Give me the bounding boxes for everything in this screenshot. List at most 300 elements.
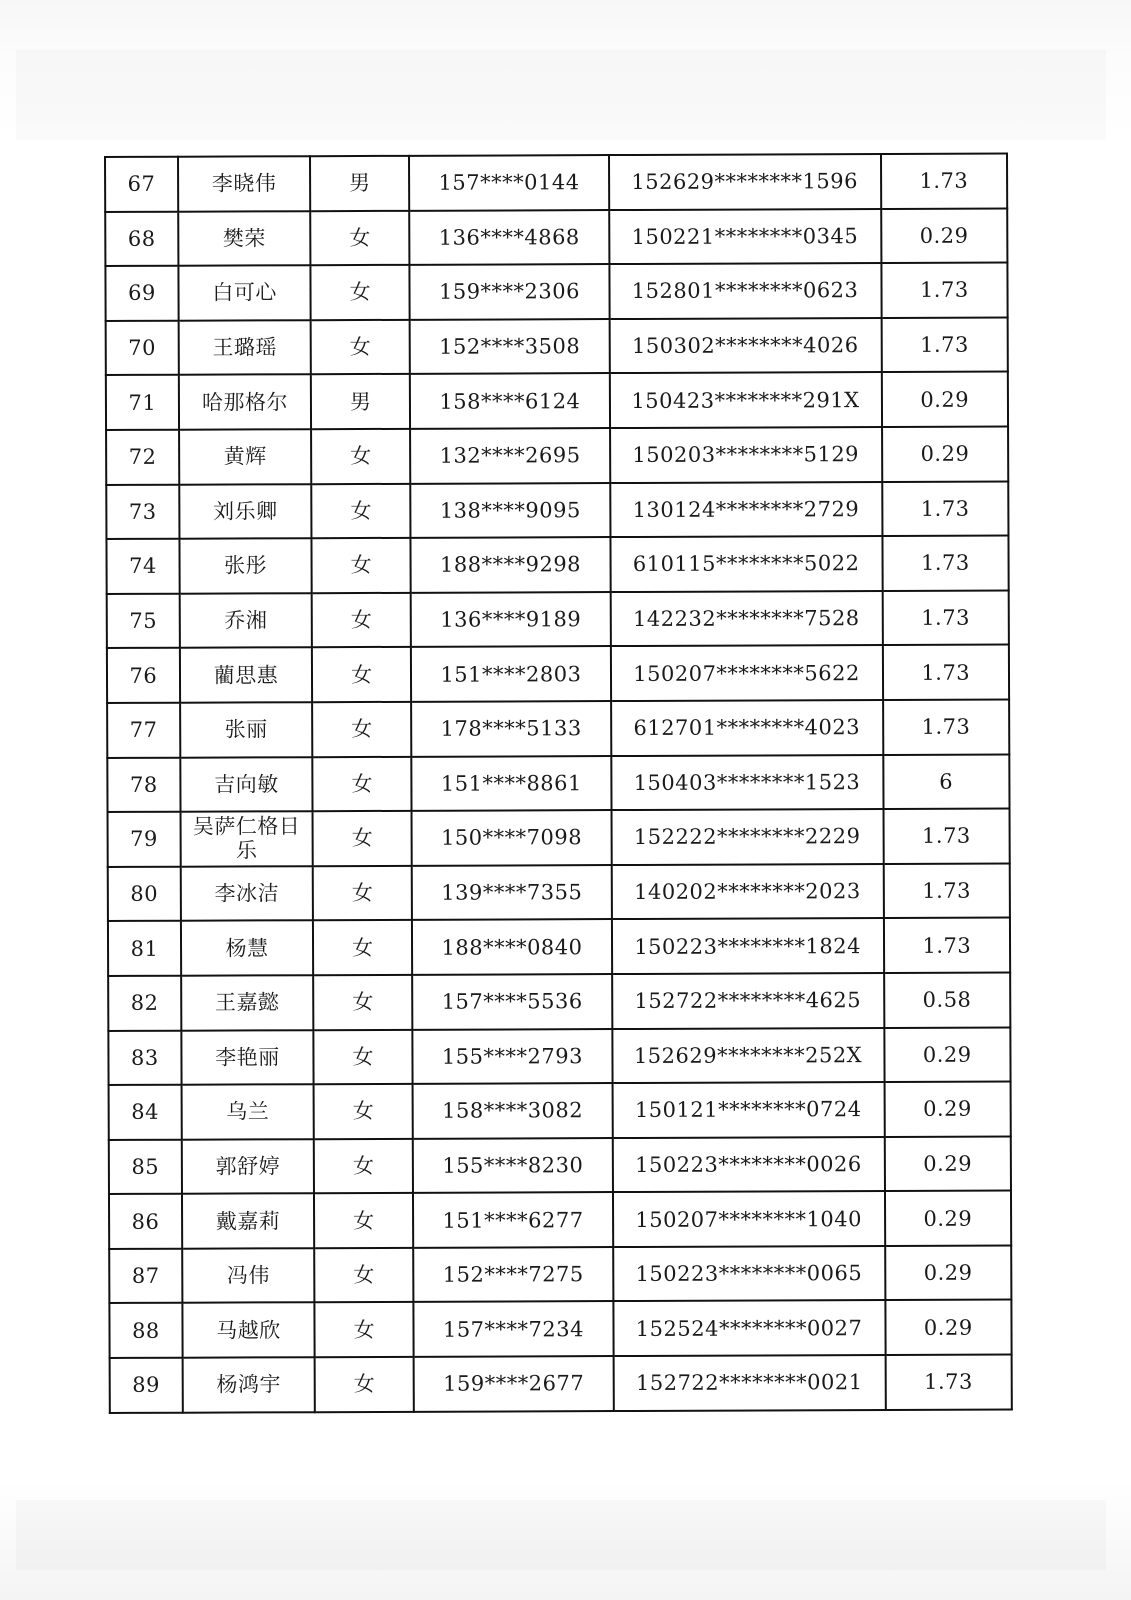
gender-cell-text: 女 <box>349 280 372 305</box>
phone-cell <box>410 373 609 428</box>
phone-cell-text: 136****4868 <box>438 225 580 250</box>
phone-cell <box>412 974 611 1029</box>
value-cell-text: 1.73 <box>922 933 972 958</box>
row-number-cell-text: 84 <box>131 1100 159 1125</box>
gender-cell <box>310 156 409 211</box>
id-number-cell <box>612 1137 884 1193</box>
phone-cell <box>410 264 609 319</box>
id-number-cell-text: 150203********5129 <box>632 442 860 468</box>
name-cell-text: 乌兰 <box>226 1099 270 1124</box>
name-cell-text: 吴萨仁格日乐 <box>192 814 301 863</box>
name-cell <box>180 648 313 703</box>
id-number-cell <box>613 1300 885 1356</box>
name-cell-text: 李冰洁 <box>214 881 280 906</box>
phone-cell-text: 138****9095 <box>439 498 581 523</box>
id-number-cell-text: 150223********0026 <box>635 1152 862 1177</box>
phone-cell-text: 188****0840 <box>441 934 583 960</box>
value-cell <box>883 918 1010 973</box>
row-number-cell-text: 83 <box>130 1045 159 1070</box>
gender-cell-text: 女 <box>349 225 371 250</box>
name-cell-text: 马越欣 <box>216 1318 281 1343</box>
name-cell-text: 樊荣 <box>222 226 266 251</box>
table-row <box>108 1027 1010 1085</box>
table-row <box>105 154 1007 212</box>
row-number-cell <box>106 375 179 430</box>
id-number-cell <box>613 1246 885 1302</box>
table-row <box>109 1191 1011 1249</box>
value-cell-text: 0.29 <box>922 1042 972 1067</box>
row-number-cell <box>107 648 180 703</box>
gender-cell-text: 女 <box>353 1372 376 1397</box>
phone-cell <box>411 701 610 756</box>
table-row <box>108 809 1010 867</box>
table-row <box>105 208 1007 266</box>
phone-cell <box>413 1083 612 1138</box>
value-cell <box>881 263 1008 318</box>
name-cell <box>181 975 314 1030</box>
id-number-cell <box>612 1028 884 1084</box>
phone-cell <box>410 210 609 265</box>
id-number-cell <box>609 263 881 319</box>
phone-cell-text: 132****2695 <box>439 443 581 468</box>
value-cell <box>882 536 1009 591</box>
row-number-cell-text: 75 <box>129 608 158 633</box>
table-row <box>109 1300 1011 1358</box>
name-cell <box>180 702 313 757</box>
table-row <box>105 263 1007 321</box>
phone-cell <box>410 319 609 374</box>
row-number-cell-text: 85 <box>131 1154 160 1179</box>
gender-cell-text: 女 <box>353 1317 376 1342</box>
phone-cell-text: 151****2803 <box>440 661 582 687</box>
row-number-cell-text: 89 <box>132 1373 161 1398</box>
row-number-cell <box>108 866 181 921</box>
row-number-cell-text: 86 <box>131 1209 160 1234</box>
id-number-cell-text: 152801********0623 <box>631 278 859 304</box>
gender-cell-text: 女 <box>349 335 372 360</box>
name-cell <box>180 757 313 812</box>
gender-cell <box>315 1357 414 1412</box>
name-cell <box>182 1193 315 1248</box>
row-number-cell <box>106 539 179 594</box>
name-cell-text: 戴嘉莉 <box>215 1208 281 1234</box>
gender-cell <box>311 429 410 484</box>
table-row <box>107 590 1009 648</box>
gender-cell-text: 女 <box>351 880 374 906</box>
phone-cell-text: 158****3082 <box>442 1098 584 1124</box>
gender-cell <box>313 756 412 811</box>
gender-cell-text: 女 <box>350 498 372 523</box>
value-cell <box>884 972 1011 1027</box>
id-number-cell <box>611 755 883 811</box>
value-cell-text: 1.73 <box>919 278 969 303</box>
row-number-cell <box>109 1303 182 1358</box>
table-row <box>106 426 1008 484</box>
id-number-cell-text: 150423********291X <box>631 387 860 413</box>
value-cell <box>883 699 1010 754</box>
gender-cell-text: 女 <box>352 1153 375 1179</box>
name-cell <box>182 1139 315 1194</box>
id-number-cell-text: 152722********0021 <box>635 1370 863 1396</box>
gender-cell-text: 女 <box>352 1044 375 1069</box>
row-number-cell-text: 87 <box>131 1263 160 1289</box>
id-number-cell-text: 150223********1824 <box>634 933 861 959</box>
value-cell-text: 6 <box>939 769 954 794</box>
value-cell <box>882 426 1009 481</box>
value-cell-text: 0.29 <box>923 1315 973 1340</box>
gender-cell-text: 女 <box>353 1208 375 1233</box>
id-number-cell <box>609 372 881 428</box>
name-cell <box>179 593 312 648</box>
gender-cell <box>314 1248 413 1303</box>
row-number-cell <box>105 266 178 321</box>
value-cell-text: 1.73 <box>920 496 970 521</box>
row-number-cell <box>105 211 178 266</box>
name-cell-text: 李晓伟 <box>211 171 277 196</box>
value-cell <box>882 590 1009 645</box>
value-cell-text: 1.73 <box>921 714 971 740</box>
table-row <box>106 481 1008 539</box>
value-cell <box>885 1300 1012 1355</box>
name-cell <box>182 1248 315 1303</box>
value-cell <box>883 754 1010 809</box>
value-cell-text: 1.73 <box>922 878 972 903</box>
name-cell <box>178 265 311 320</box>
table-row <box>108 918 1010 976</box>
roster-table <box>104 153 1013 1414</box>
row-number-cell <box>108 976 181 1031</box>
phone-cell <box>412 810 611 865</box>
phone-cell-text: 178****5133 <box>440 716 582 741</box>
gender-cell-text: 女 <box>350 662 373 687</box>
gender-cell-text: 女 <box>351 826 374 851</box>
table-row <box>106 536 1008 594</box>
id-number-cell-text: 152222********2229 <box>633 824 861 850</box>
id-number-cell <box>611 918 883 974</box>
value-cell <box>885 1245 1012 1300</box>
gender-cell <box>313 866 412 921</box>
row-number-cell-text: 80 <box>130 881 159 906</box>
name-cell-text: 藺思惠 <box>213 662 279 688</box>
name-cell-text: 杨慧 <box>225 935 269 961</box>
id-number-cell-text: 152722********4625 <box>634 988 862 1014</box>
name-cell <box>181 1084 314 1139</box>
gender-cell <box>314 1084 413 1139</box>
id-number-cell-text: 130124********2729 <box>632 496 860 522</box>
table-row <box>106 372 1008 430</box>
name-cell-text: 郭舒婷 <box>215 1154 281 1179</box>
row-number-cell <box>109 1139 182 1194</box>
row-number-cell-text: 67 <box>127 172 156 197</box>
phone-cell-text: 139****7355 <box>441 880 583 905</box>
name-cell-text: 王嘉懿 <box>214 990 280 1015</box>
value-cell-text: 0.29 <box>923 1151 973 1176</box>
phone-cell <box>414 1247 613 1302</box>
value-cell <box>884 1082 1011 1137</box>
gender-cell <box>311 320 410 375</box>
value-cell <box>885 1191 1012 1246</box>
id-number-cell-text: 140202********2023 <box>634 879 861 904</box>
id-number-cell <box>610 536 882 592</box>
gender-cell <box>313 811 412 866</box>
gender-cell-text: 女 <box>350 444 372 469</box>
name-cell-text: 吉向敏 <box>214 772 279 797</box>
row-number-cell <box>108 812 181 867</box>
gender-cell-text: 女 <box>352 935 374 960</box>
id-number-cell-text: 150403********1523 <box>633 769 861 795</box>
value-cell <box>882 481 1009 536</box>
name-cell-text: 李艳丽 <box>215 1045 280 1070</box>
phone-cell-text: 159****2306 <box>438 279 581 305</box>
phone-cell <box>413 1029 612 1084</box>
row-number-cell <box>109 1194 182 1249</box>
id-number-cell <box>611 809 883 865</box>
name-cell <box>179 429 312 484</box>
id-number-cell-text: 150207********5622 <box>633 660 860 686</box>
id-number-cell <box>613 1191 885 1247</box>
name-cell-text: 哈那格尔 <box>201 389 289 415</box>
value-cell <box>884 1027 1011 1082</box>
name-cell <box>181 921 314 976</box>
phone-cell-text: 150****7098 <box>440 825 583 851</box>
phone-cell-text: 157****0144 <box>438 170 580 196</box>
value-cell-text: 0.29 <box>923 1206 973 1231</box>
row-number-cell-text: 74 <box>129 554 157 579</box>
name-cell-text: 杨鸿宇 <box>216 1372 282 1397</box>
table-row <box>108 863 1010 921</box>
value-cell-text: 1.73 <box>921 660 971 685</box>
id-number-cell-text: 150207********1040 <box>635 1206 862 1232</box>
phone-cell <box>411 592 610 647</box>
id-number-cell <box>610 482 882 538</box>
row-number-cell <box>109 1085 182 1140</box>
scan-shadow-top <box>16 50 1106 140</box>
value-cell-text: 0.29 <box>920 441 970 467</box>
phone-cell <box>411 483 610 538</box>
name-cell <box>181 866 314 921</box>
value-cell <box>881 208 1008 263</box>
gender-cell-text: 女 <box>353 1263 375 1288</box>
row-number-cell <box>106 484 179 539</box>
table-row <box>109 1136 1011 1194</box>
phone-cell <box>411 537 610 592</box>
name-cell-text: 刘乐卿 <box>213 499 278 524</box>
row-number-cell-text: 82 <box>130 991 159 1016</box>
id-number-cell-text: 142232********7528 <box>632 606 860 632</box>
value-cell <box>883 863 1010 918</box>
value-cell-text: 1.73 <box>920 551 970 576</box>
id-number-cell-text: 150121********0724 <box>634 1097 862 1123</box>
phone-cell-text: 152****7275 <box>442 1262 584 1287</box>
value-cell-text: 1.73 <box>921 824 971 849</box>
row-number-cell-text: 77 <box>129 718 158 743</box>
name-cell <box>178 320 311 375</box>
table-row <box>106 317 1008 375</box>
value-cell-text: 0.29 <box>919 223 969 248</box>
gender-cell <box>310 210 409 265</box>
id-number-cell <box>613 1355 885 1411</box>
gender-cell <box>312 702 411 757</box>
gender-cell-text: 女 <box>352 1099 375 1124</box>
name-cell-text: 乔湘 <box>224 608 268 633</box>
row-number-cell-text: 69 <box>128 281 156 306</box>
gender-cell-text: 女 <box>350 608 373 633</box>
name-cell-text: 冯伟 <box>226 1263 270 1288</box>
gender-cell <box>313 920 412 975</box>
row-number-cell <box>108 921 181 976</box>
value-cell <box>883 809 1010 864</box>
phone-cell-text: 155****8230 <box>442 1153 584 1178</box>
row-number-cell <box>107 593 180 648</box>
id-number-cell <box>610 591 882 647</box>
name-cell <box>180 811 313 866</box>
gender-cell-text: 女 <box>351 771 374 796</box>
value-cell <box>881 317 1008 372</box>
value-cell-text: 1.73 <box>920 332 969 357</box>
gender-cell-text: 女 <box>350 553 373 578</box>
scan-shadow-bottom <box>16 1500 1106 1570</box>
gender-cell <box>312 483 411 538</box>
table-row <box>107 699 1009 757</box>
id-number-cell <box>609 209 881 265</box>
id-number-cell-text: 152524********0027 <box>635 1315 863 1341</box>
name-cell-text: 张丽 <box>224 717 268 742</box>
phone-cell-text: 188****9298 <box>439 552 582 578</box>
phone-cell-text: 151****8861 <box>440 770 582 796</box>
phone-cell-text: 155****2793 <box>441 1043 583 1069</box>
phone-cell-text: 157****5536 <box>441 989 583 1014</box>
table-row <box>107 754 1009 812</box>
gender-cell <box>312 593 411 648</box>
row-number-cell <box>109 1249 182 1304</box>
row-number-cell-text: 76 <box>129 663 158 688</box>
id-number-cell-text: 150223********0065 <box>635 1261 863 1287</box>
value-cell <box>882 645 1009 700</box>
id-number-cell-text: 150302********4026 <box>631 333 859 359</box>
table-row <box>108 972 1010 1030</box>
row-number-cell-text: 72 <box>128 445 157 470</box>
value-cell-text: 1.73 <box>924 1370 973 1395</box>
row-number-cell-text: 79 <box>130 827 158 852</box>
phone-cell <box>414 1356 613 1411</box>
gender-cell <box>314 1029 413 1084</box>
gender-cell <box>313 975 412 1030</box>
name-cell <box>178 156 311 211</box>
row-number-cell <box>107 757 180 812</box>
row-number-cell-text: 71 <box>128 390 157 415</box>
name-cell <box>182 1303 315 1358</box>
row-number-cell-text: 70 <box>128 335 157 360</box>
name-cell <box>182 1357 315 1412</box>
id-number-cell <box>610 427 882 483</box>
gender-cell-text: 女 <box>352 990 374 1015</box>
id-number-cell <box>612 973 884 1029</box>
phone-cell <box>413 1192 612 1247</box>
gender-cell <box>315 1302 414 1357</box>
row-number-cell-text: 88 <box>131 1318 160 1343</box>
gender-cell-text: 男 <box>349 171 371 196</box>
value-cell-text: 1.73 <box>919 168 969 194</box>
phone-cell <box>409 155 608 210</box>
id-number-cell-text: 612701********4023 <box>633 715 861 741</box>
id-number-cell <box>609 154 881 210</box>
phone-cell-text: 151****6277 <box>442 1207 584 1233</box>
value-cell-text: 1.73 <box>921 605 970 630</box>
table-row <box>107 645 1009 703</box>
name-cell <box>179 484 312 539</box>
name-cell <box>178 211 311 266</box>
row-number-cell-text: 81 <box>130 936 159 961</box>
row-number-cell <box>106 430 179 485</box>
id-number-cell <box>611 864 883 920</box>
name-cell-text: 张彤 <box>224 553 268 578</box>
row-number-cell <box>110 1358 183 1413</box>
gender-cell <box>311 374 410 429</box>
phone-cell-text: 158****6124 <box>439 388 581 414</box>
table-row <box>109 1082 1011 1140</box>
id-number-cell-text: 150221********0345 <box>631 223 859 249</box>
gender-cell <box>311 265 410 320</box>
gender-cell <box>314 1139 413 1194</box>
value-cell <box>884 1136 1011 1191</box>
value-cell <box>881 154 1008 209</box>
value-cell-text: 0.58 <box>922 987 972 1013</box>
gender-cell-text: 女 <box>351 717 373 742</box>
phone-cell-text: 159****2677 <box>443 1371 585 1397</box>
phone-cell <box>413 1138 612 1193</box>
name-cell <box>179 538 312 593</box>
name-cell-text: 黄辉 <box>223 444 267 469</box>
row-number-cell-text: 73 <box>128 499 157 524</box>
value-cell-text: 0.29 <box>923 1097 972 1122</box>
phone-cell <box>412 756 611 811</box>
gender-cell-text: 男 <box>349 389 372 414</box>
value-cell <box>881 372 1008 427</box>
phone-cell <box>410 428 609 483</box>
id-number-cell <box>612 1082 884 1138</box>
table-row <box>109 1245 1011 1303</box>
id-number-cell-text: 152629********252X <box>633 1042 863 1068</box>
phone-cell <box>411 646 610 701</box>
gender-cell <box>312 538 411 593</box>
row-number-cell <box>107 703 180 758</box>
name-cell <box>179 375 312 430</box>
value-cell-text: 0.29 <box>920 387 970 412</box>
name-cell-text: 白可心 <box>212 280 277 306</box>
phone-cell-text: 136****9189 <box>440 607 582 632</box>
row-number-cell <box>108 1030 181 1085</box>
row-number-cell-text: 78 <box>129 772 158 797</box>
roster-table-body <box>105 154 1012 1413</box>
phone-cell <box>414 1302 613 1357</box>
gender-cell <box>312 647 411 702</box>
phone-cell <box>412 919 611 974</box>
row-number-cell-text: 68 <box>127 226 156 251</box>
id-number-cell <box>609 318 881 374</box>
id-number-cell <box>610 645 882 701</box>
phone-cell <box>412 865 611 920</box>
id-number-cell <box>611 700 883 756</box>
gender-cell <box>314 1193 413 1248</box>
row-number-cell <box>105 157 178 212</box>
phone-cell-text: 152****3508 <box>439 334 581 359</box>
name-cell-text: 王璐瑶 <box>212 335 278 360</box>
table-row <box>110 1355 1012 1413</box>
value-cell <box>885 1355 1012 1410</box>
id-number-cell-text: 610115********5022 <box>632 551 860 577</box>
id-number-cell-text: 152629********1596 <box>631 169 859 195</box>
name-cell <box>181 1030 314 1085</box>
